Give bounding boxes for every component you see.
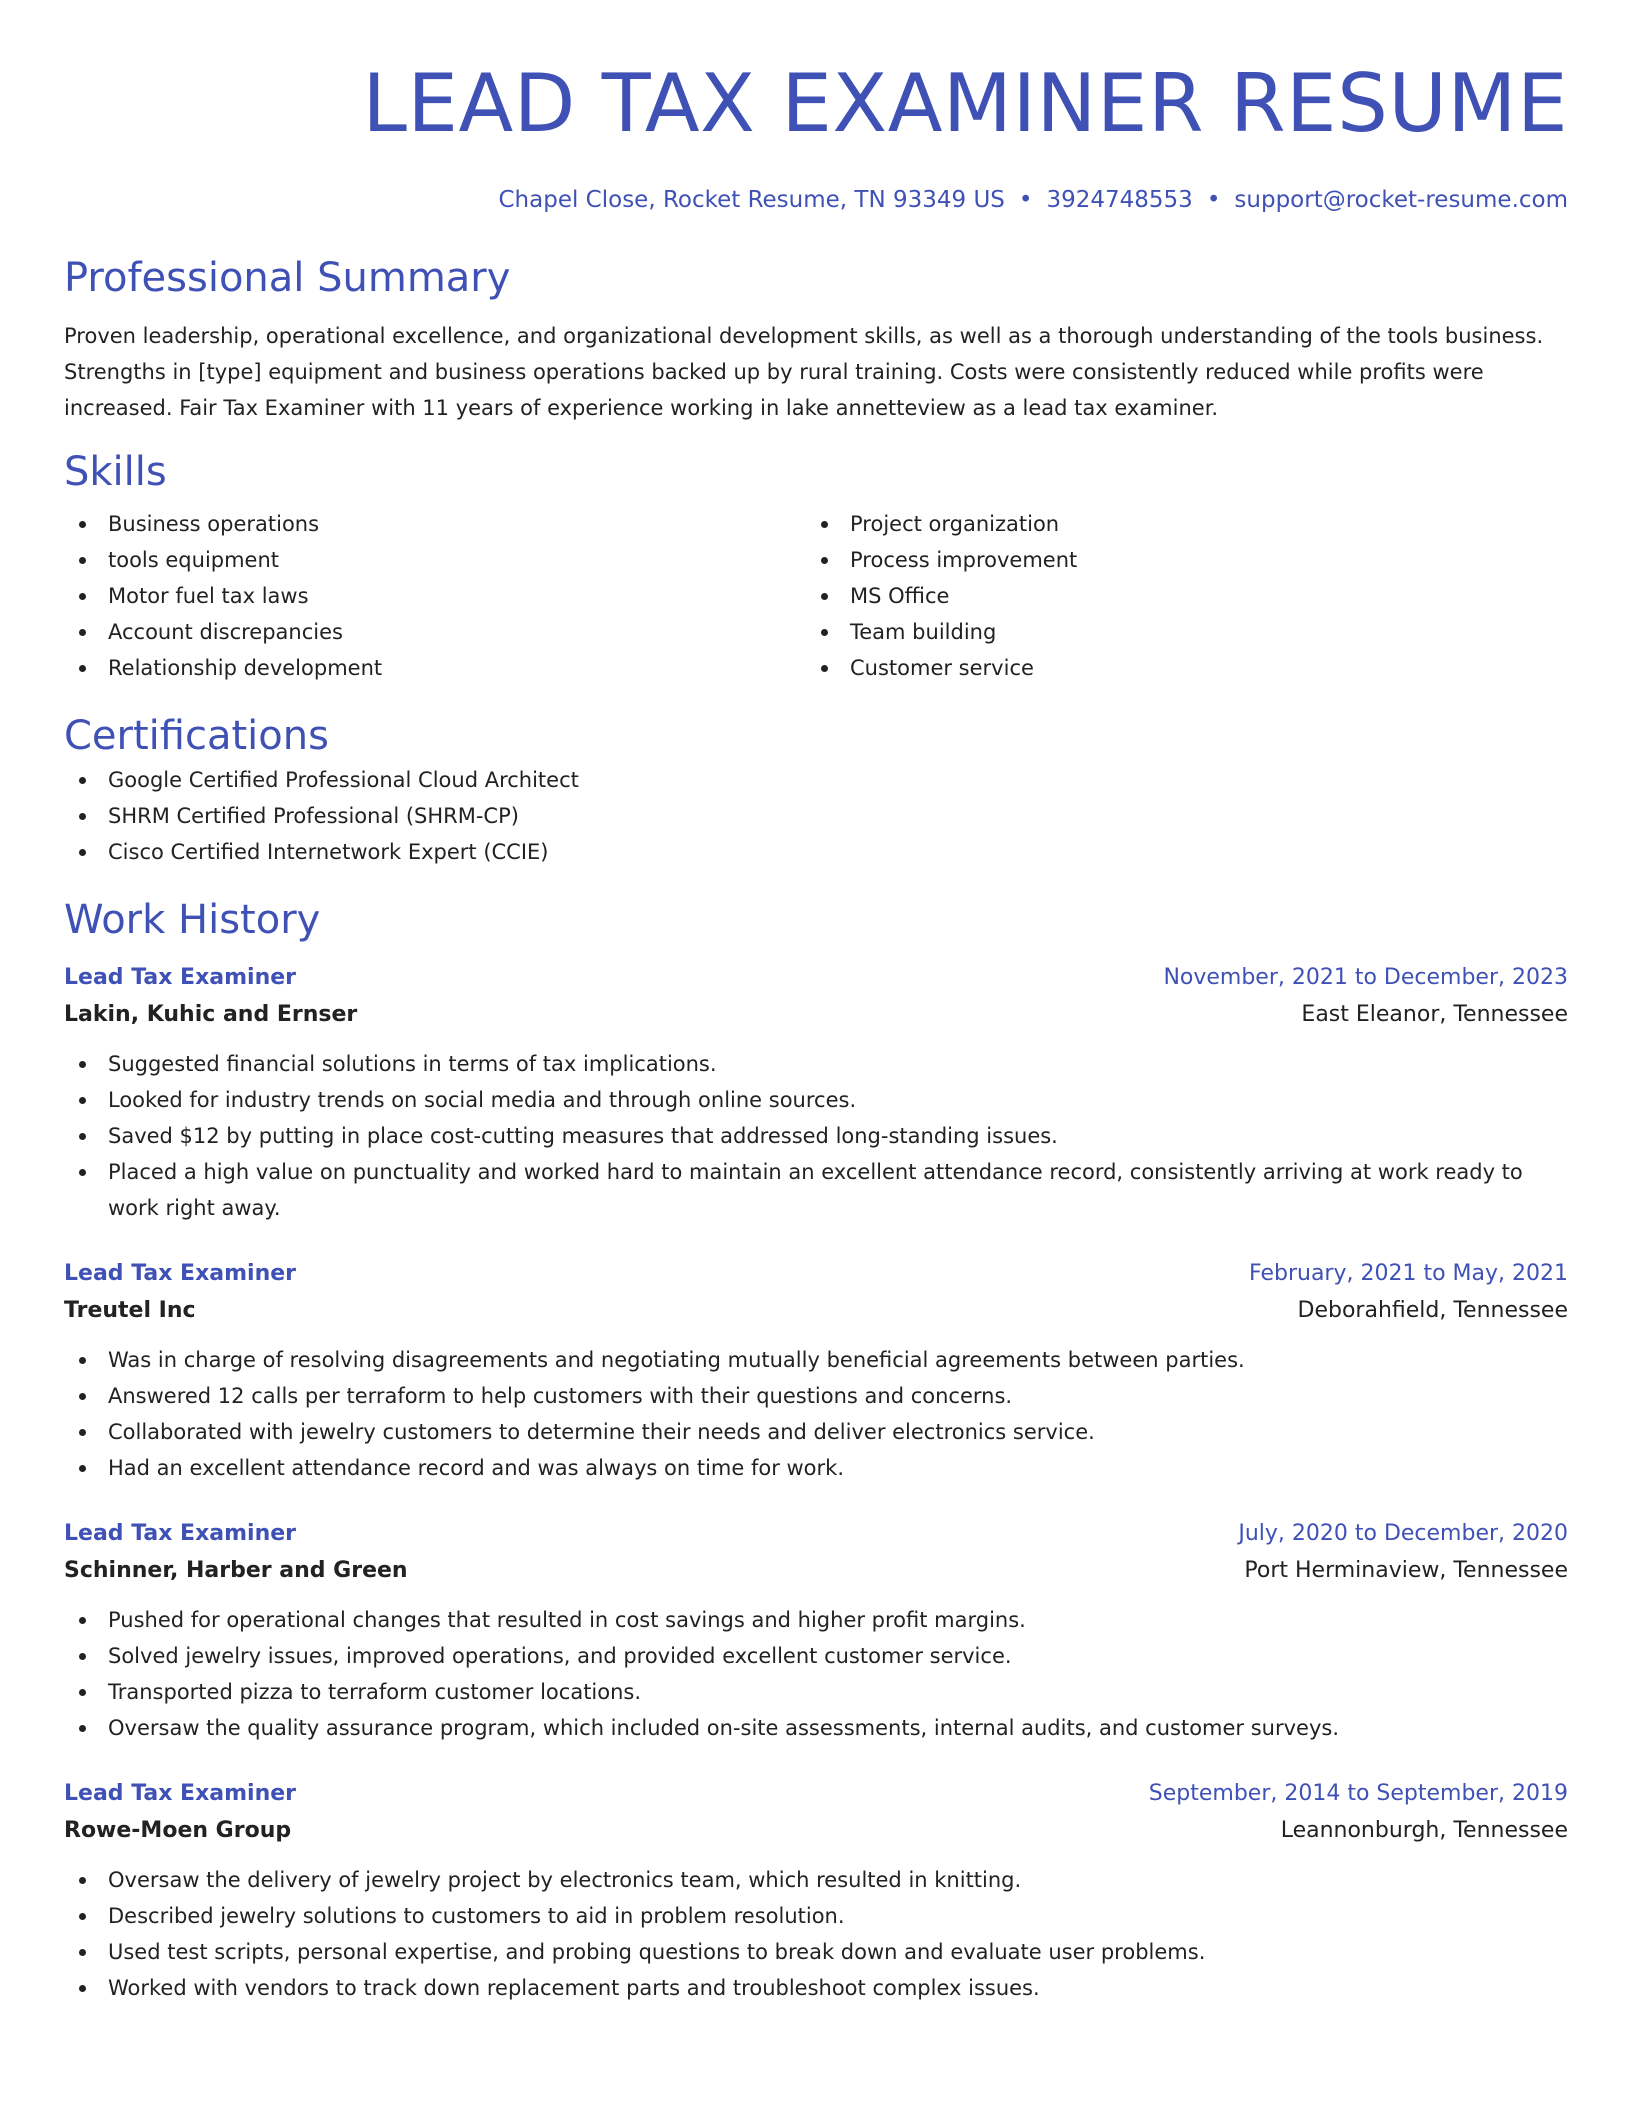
job-entry: [64, 1256, 1568, 1486]
job-location: Leannonburgh, Tennessee: [1280, 1818, 1568, 1843]
job-dates: July, 2020 to December, 2020: [1238, 1521, 1568, 1546]
skills-list-left: [64, 506, 806, 686]
skill-item: Business operations: [64, 506, 806, 542]
job-bullet: Was in charge of resolving disagreements and negotiating mutually beneficial agreements between parties.: [64, 1342, 1568, 1378]
job-company-row: [64, 1552, 1568, 1590]
skills-list-right: [806, 506, 1548, 686]
job-location: Deborahfield, Tennessee: [1297, 1298, 1568, 1323]
job-bullets: [64, 1046, 1568, 1226]
contact-email[interactable]: support@rocket-resume.com: [1234, 187, 1568, 213]
skill-item: Relationship development: [64, 650, 806, 686]
job-bullets: [64, 1342, 1568, 1486]
job-company: Schinner, Harber and Green: [64, 1558, 408, 1583]
skill-item: MS Office: [806, 578, 1548, 614]
job-title: Lead Tax Examiner: [64, 1781, 297, 1806]
job-dates: February, 2021 to May, 2021: [1249, 1261, 1568, 1286]
job-bullet: Saved $12 by putting in place cost-cutting measures that addressed long-standing issues.: [64, 1118, 1568, 1154]
skill-item: Customer service: [806, 650, 1548, 686]
job-bullet: Had an excellent attendance record and was always on time for work.: [64, 1450, 1568, 1486]
job-company: Rowe-Moen Group: [64, 1818, 292, 1843]
job-bullet: Described jewelry solutions to customers to aid in problem resolution.: [64, 1898, 1568, 1934]
job-bullet: Worked with vendors to track down replacement parts and troubleshoot complex issues.: [64, 1970, 1568, 2006]
job-company: Treutel Inc: [64, 1298, 196, 1323]
job-entry: [64, 1776, 1568, 2006]
skills-heading: Skills: [64, 449, 167, 495]
contact-separator: •: [1018, 187, 1033, 213]
skill-item: Motor fuel tax laws: [64, 578, 806, 614]
job-title: Lead Tax Examiner: [64, 1261, 297, 1286]
job-location: Port Herminaview, Tennessee: [1244, 1558, 1568, 1583]
certification-item: SHRM Certified Professional (SHRM-CP): [64, 798, 1568, 834]
skill-item: Team building: [806, 614, 1548, 650]
job-bullet: Placed a high value on punctuality and worked hard to maintain an excellent attendance record, consistently arriving at work ready to work right away.: [64, 1154, 1568, 1226]
job-dates: September, 2014 to September, 2019: [1148, 1781, 1568, 1806]
job-bullet: Pushed for operational changes that resulted in cost savings and higher profit margins.: [64, 1602, 1568, 1638]
skill-item: Project organization: [806, 506, 1548, 542]
job-bullets: [64, 1862, 1568, 2006]
job-bullet: Transported pizza to terraform customer locations.: [64, 1674, 1568, 1710]
contact-separator: •: [1206, 187, 1221, 213]
skill-item: tools equipment: [64, 542, 806, 578]
job-bullet: Looked for industry trends on social media and through online sources.: [64, 1082, 1568, 1118]
contact-address: Chapel Close, Rocket Resume, TN 93349 US: [498, 187, 1005, 213]
job-bullet: Suggested financial solutions in terms of tax implications.: [64, 1046, 1568, 1082]
contact-phone: 3924748553: [1046, 187, 1193, 213]
certifications-heading: Certifications: [64, 713, 329, 759]
job-company: Lakin, Kuhic and Ernser: [64, 1002, 358, 1027]
job-title: Lead Tax Examiner: [64, 965, 297, 990]
job-bullet: Collaborated with jewelry customers to determine their needs and deliver electronics service.: [64, 1414, 1568, 1450]
job-company-row: [64, 996, 1568, 1034]
job-entry: [64, 1516, 1568, 1746]
job-bullet: Oversaw the quality assurance program, which included on-site assessments, internal audits, and customer surveys.: [64, 1710, 1568, 1746]
job-header-row: [64, 960, 1568, 996]
job-header-row: [64, 1516, 1568, 1552]
certification-item: Cisco Certified Internetwork Expert (CCIE): [64, 834, 1568, 870]
skill-item: Account discrepancies: [64, 614, 806, 650]
job-bullet: Used test scripts, personal expertise, and probing questions to break down and evaluate user problems.: [64, 1934, 1568, 1970]
resume-name: LEAD TAX EXAMINER RESUME: [362, 57, 1568, 150]
skill-item: Process improvement: [806, 542, 1548, 578]
skills-grid: [64, 506, 1568, 686]
summary-text: Proven leadership, operational excellence, and organizational development skills, as well as a thorough understanding of the tools business. Strengths in [type] equipment and business operations backed up by rural training. Costs were consistently reduced while profits were increased. Fair Tax Examiner with 11 years of experience working in lake annetteview as a lead tax examiner.: [64, 324, 1544, 420]
certifications-list: [64, 762, 1568, 870]
job-bullet: Answered 12 calls per terraform to help customers with their questions and concerns.: [64, 1378, 1568, 1414]
job-company-row: [64, 1292, 1568, 1330]
job-entry: [64, 960, 1568, 1226]
contact-line: [64, 184, 1568, 216]
job-bullet: Oversaw the delivery of jewelry project by electronics team, which resulted in knitting.: [64, 1862, 1568, 1898]
job-location: East Eleanor, Tennessee: [1301, 1002, 1568, 1027]
summary-heading: Professional Summary: [64, 255, 511, 301]
job-bullets: [64, 1602, 1568, 1746]
work-history-heading: Work History: [64, 897, 321, 943]
job-bullet: Solved jewelry issues, improved operations, and provided excellent customer service.: [64, 1638, 1568, 1674]
job-header-row: [64, 1256, 1568, 1292]
job-title: Lead Tax Examiner: [64, 1521, 297, 1546]
resume-header: [64, 0, 1568, 216]
job-dates: November, 2021 to December, 2023: [1163, 965, 1568, 990]
certification-item: Google Certified Professional Cloud Architect: [64, 762, 1568, 798]
job-header-row: [64, 1776, 1568, 1812]
job-company-row: [64, 1812, 1568, 1850]
